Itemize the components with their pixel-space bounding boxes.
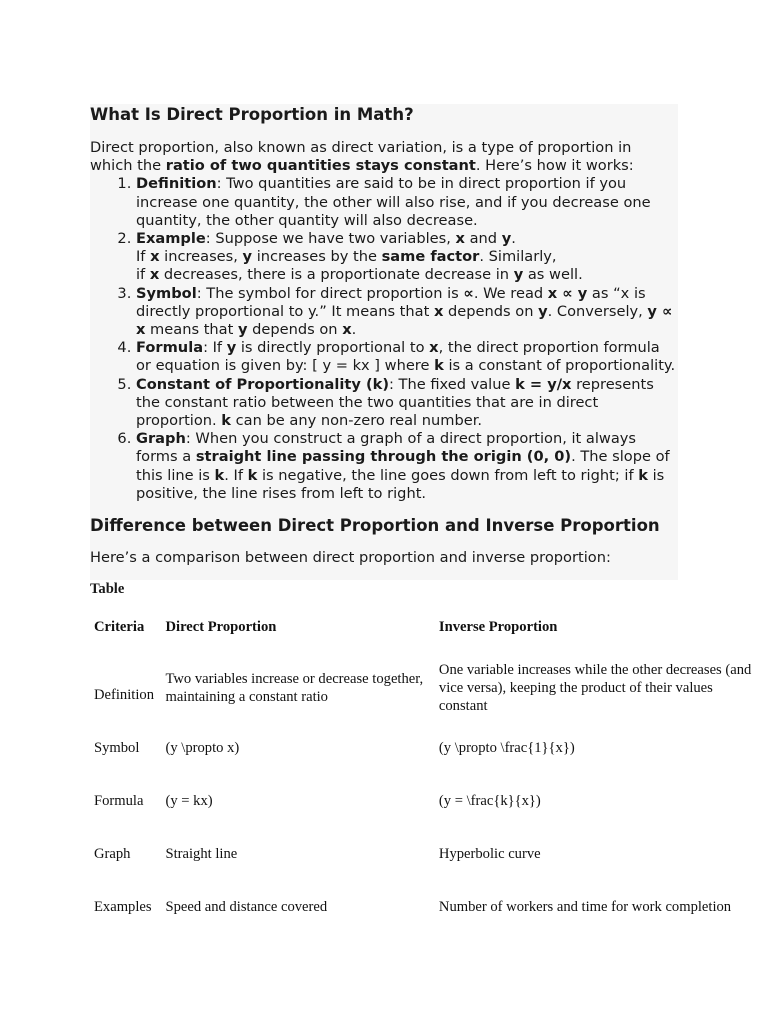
comparison-table [90,600,768,933]
table-header-row [90,600,768,654]
table-row [90,774,768,827]
table-row [90,827,768,880]
table-cell: Speed and distance covered [165,898,328,915]
table-cell: Examples [94,898,152,915]
list-item-constant: 5. Constant of Proportionality (k): The fixed value k = y/x represents the constant ratio between the two quantities that are in direct proportion. k can be any non-zero real number. [136,376,678,431]
table-cell: Symbol [94,739,140,756]
list-item-definition: 1. Definition: Two quantities are said to be in direct proportion if you increase one quantity, the other will also rise, and if you decrease one quantity, the other quantity will also decrease. [136,175,678,230]
table-cell: (y \propto x) [165,739,240,756]
table-cell: (y = \frac{k}{x}) [438,792,541,809]
table-row [90,654,768,721]
list-item-example: 2. Example: Suppose we have two variables, x and y. If x increases, y increases by the same factor. Similarly, if x decreases, there is a proportionate decrease in y as well. [136,230,678,285]
property-list [90,175,678,503]
comparison-intro: Here’s a comparison between direct proportion and inverse proportion: [90,549,611,567]
table-cell: Formula [94,792,144,809]
list-item-symbol: 3. Symbol: The symbol for direct proportion is ∝. We read x ∝ y as “x is directly proportional to y.” It means that x depends on y. Conversely, y ∝ x means that y depends on x. [136,285,678,340]
table-title: Table [90,581,125,597]
table-row [90,721,768,774]
table-cell: One variable increases while the other decreases (and vice versa), keeping the product of their values constant [438,661,752,714]
table-cell: Straight line [165,845,238,862]
table-cell: Graph [94,845,131,862]
list-item-graph: 6. Graph: When you construct a graph of a direct proportion, it always forms a straight line passing through the origin (0, 0). The slope of this line is k. If k is negative, the line goes down from left to right; if k is positive, the line rises from left to right. [136,430,678,503]
table-row [90,880,768,933]
table-cell: Hyperbolic curve [438,845,541,862]
article-content [90,104,678,567]
intro-paragraph: Direct proportion, also known as direct variation, is a type of proportion in which the ratio of two quantities stays constant. Here’s how it works: [90,139,634,175]
header-criteria: Criteria [94,619,145,635]
header-inverse: Inverse Proportion [438,619,558,635]
table-cell: Two variables increase or decrease together, maintaining a constant ratio [165,670,424,705]
heading-what-is-direct-proportion: What Is Direct Proportion in Math? [90,105,414,124]
list-item-formula: 4. Formula: If y is directly proportional to x, the direct proportion formula or equation is given by: [ y = kx ] where k is a constant of proportionality. [136,339,678,375]
intro-bold-phrase: ratio of two quantities stays constant [165,157,476,175]
table-cell: Number of workers and time for work completion [438,898,732,915]
table-cell: (y = kx) [165,792,213,809]
table-cell: (y \propto \frac{1}{x}) [438,739,575,756]
heading-difference: Difference between Direct Proportion and Inverse Proportion [90,516,660,536]
header-direct: Direct Proportion [165,619,277,635]
table-cell: Definition [94,686,154,703]
